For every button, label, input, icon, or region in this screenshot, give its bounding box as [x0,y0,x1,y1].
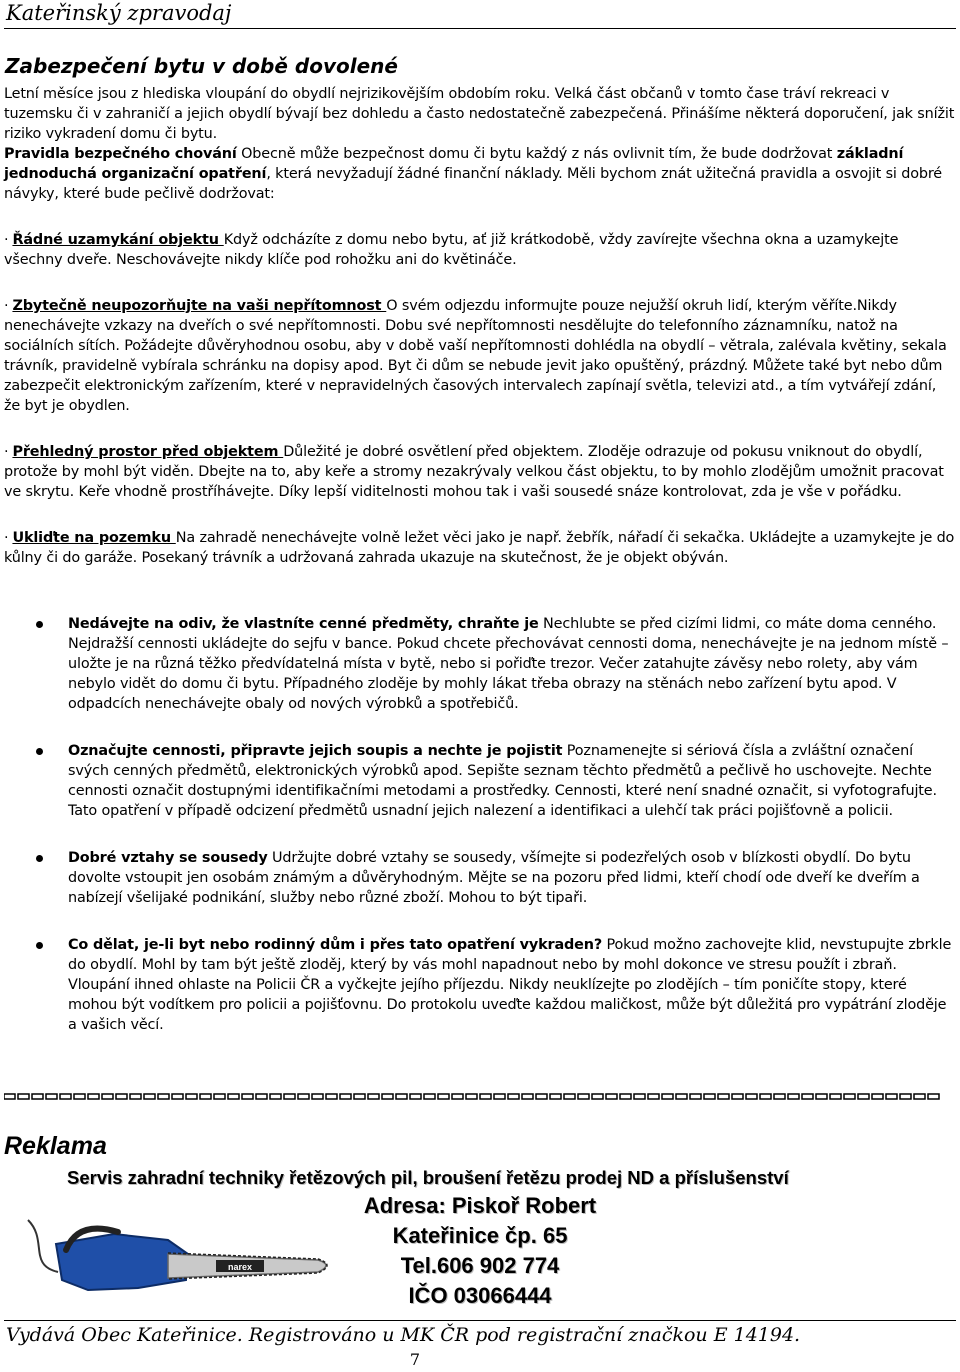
ad-street: Kateřinice čp. 65 [392,1223,568,1248]
divider-dash [172,1094,183,1099]
ad-company-id: IČO 03066444 [408,1283,552,1308]
divider-dash [774,1094,785,1099]
divider-dash [256,1094,267,1099]
divider-dash [788,1094,799,1099]
divider-dash [438,1094,449,1099]
divider-dash [816,1094,827,1099]
divider-dash [298,1094,309,1099]
ad-services: Servis zahradní techniky řetězových pil, broušení řetězu prodej ND a příslušenství [67,1167,789,1188]
section-marker: · [4,298,9,314]
list-item-text: Nechlubte se před cizími lidmi, co máte doma cenného. Nejdražší cennosti ukládejte do sejfu v bance. Pokud chcete přechovávat cennosti doma, nenechávejte je na jednom místě – uložte je na různá těžko předvídatelná místa v bytě, nebo si pořiďte trezor. Večer zatahujte závěsy nebo rolety, aby vám nebylo vidět do domu či bytu. Případného zloděje by mohly lákat třeba obrazy na stěnách nebo zařízení bytu apod. V odpadcích nenechávejte obaly od nových výrobků a spotřebičů. [68,616,949,712]
divider-dash [284,1094,295,1099]
divider-dash [718,1094,729,1099]
divider-dash [130,1094,141,1099]
article-intro-block [4,84,956,594]
intro-paragraph: Letní měsíce jsou z hlediska vloupání do obydlí nejrizikovějším obdobím roku. Velká část občanů v tomto čase tráví rekreaci v tuzemsku či v zahraničí a jejich obydlí bývají bez dohledu a často nedostatečně zabezpečená. Přinášíme některá doporučení, jak snížit riziko vykradení domu či bytu. [4,86,955,142]
divider-dash [858,1094,869,1099]
divider-dash [74,1094,85,1099]
bullet-dot-icon [36,855,43,862]
divider-dash [914,1094,925,1099]
section-text: Když odcházíte z domu nebo bytu, ať již krátkodobě, vždy zavírejte všechna okna a uzamykejte všechny dveře. Neschovávejte nikdy klíče pod rohožku ani do květináče. [4,232,899,268]
divider-dash [844,1094,855,1099]
section-text: O svém odjezdu informujte pouze nejužší okruh lidí, kterým věříte.Nikdy nenechávejte vzkazy na dveřích o své nepřítomnosti. Dobu své nepřítomnosti nesdělujte do telefonního záznamníku, natož na sociálních sítích. Požádejte důvěryhodnou osobu, aby v době vaší nepřítomnosti dohlédla na obydlí – větrala, zalévala květiny, sekala trávník, pravidelně vybírala schránku na dopisy apod. Byt či dům se nebude jevit jako opuštěný, prázdný. Můžete také byt nebo dům zabezpečit elektronickým zařízením, které v nepravidelných časových intervalech zapínají světla, televizi atd., a tím vytvářejí zdání, že byt je obydlen. [4,298,947,414]
chainsaw-image [18,1210,338,1300]
divider-dash [382,1094,393,1099]
divider-dash [424,1094,435,1099]
divider-dash [704,1094,715,1099]
newsletter-title: Kateřinský zpravodaj [6,1,232,25]
divider-dash [396,1094,407,1099]
divider-dash [18,1094,29,1099]
list-item [0,741,952,821]
divider-dash [116,1094,127,1099]
divider-dash [732,1094,743,1099]
list-item-text: Poznamenejte si sériová čísla a zvláštní označení svých cenných předmětů, elektronických výrobků apod. Sepište seznam těchto předmětů a pečlivě ho uschovejte. Nechte cennosti označit dostupnými identifikačními metodami a prostředky. Cennosti, které není snadné označit, si vyfotografujte. Tato opatření v případě odcizení předmětů usnadní jejich nalezení a identifikaci a ulehčí tak práci pojišťovně a policii. [68,743,937,819]
list-item [0,935,952,1035]
bullet-dot-icon [36,621,43,628]
divider-dash [214,1094,225,1099]
divider-dash [340,1094,351,1099]
divider-dash [830,1094,841,1099]
list-item-heading: Označujte cennosti, připravte jejich soupis a nechte je pojistit [68,743,563,759]
divider-dash [158,1094,169,1099]
page-number: 7 [409,1350,421,1369]
section-space [4,442,956,502]
saw-cable [28,1220,58,1272]
divider-dash [872,1094,883,1099]
section-heading: Zbytečně neupozorňujte na vaši nepřítomnost [12,298,387,314]
list-item-heading: Dobré vztahy se sousedy [68,850,268,866]
section-text: Na zahradě nenechávejte volně ležet věci jako je např. žebřík, nářadí či sekačka. Ukládejte a uzamykejte je do kůlny či do garáže. Posekaný trávník a udržovaná zahrada ukazuje na skutečnost, že je objekt obýván. [4,530,955,566]
divider-dash [326,1094,337,1099]
section-heading: Ukliďte na pozemku [12,530,176,546]
divider-dash [578,1094,589,1099]
divider-dash [4,1094,15,1099]
list-item [0,848,952,908]
saw-brand-text: narex [227,1262,253,1272]
divider-dash [802,1094,813,1099]
divider-dash [228,1094,239,1099]
footer-text: Vydává Obec Kateřinice. Registrováno u MK ČR pod registrační značkou E 14194. [6,1324,801,1346]
divider-dash [270,1094,281,1099]
divider-dash [676,1094,687,1099]
rules-heading-2: základní jednoduchá organizační opatření [4,146,904,182]
bullet-dot-icon [36,942,43,949]
divider-dash [564,1094,575,1099]
divider-dash [102,1094,113,1099]
ad-address: Adresa: Piskoř Robert [363,1193,597,1218]
divider-dash [536,1094,547,1099]
divider-dash [746,1094,757,1099]
divider-dash [648,1094,659,1099]
divider-dash [46,1094,57,1099]
divider-dash [886,1094,897,1099]
section-divider [4,1092,944,1102]
divider-dash [634,1094,645,1099]
ad-phone: Tel.606 902 774 [400,1253,560,1278]
section-locking [4,230,956,270]
divider-dash [760,1094,771,1099]
divider-dash [494,1094,505,1099]
divider-dash [144,1094,155,1099]
divider-dash [452,1094,463,1099]
divider-dash [620,1094,631,1099]
list-item-heading: Co dělat, je-li byt nebo rodinný dům i přes tato opatření vykraden? [68,937,603,953]
section-text: Důležité je dobré osvětlení před objektem. Zloděje odrazuje od pokusu vniknout do obydlí, protože by mohl být viděn. Dbejte na to, aby keře a stromy nezakrývaly velkou část objektu, to by mohlo zlodějům umožnit pracovat ve skrytu. Keře vhodně prostříhávejte. Díky lepší viditelnosti mohou tak i vaši sousedé snáze kontrolovat, zda je vše v pořádku. [4,444,944,500]
divider-dash [606,1094,617,1099]
divider-dash [368,1094,379,1099]
divider-dash [690,1094,701,1099]
divider-dash [662,1094,673,1099]
ad-heading: Reklama [4,1132,107,1160]
rules-paragraph [4,144,956,204]
list-item [0,614,952,714]
divider-dash [550,1094,561,1099]
divider-dash [186,1094,197,1099]
list-item-text: Udržujte dobré vztahy se sousedy, všímejte si podezřelých osob v blízkosti obydlí. Do bytu dovolte vstoupit jen osobám známým a důvěryhodným. Mějte se na pozoru před lidmi, kteří chodí ode dveří ke dveřím a nabízejí všelijaké podnikání, služby nebo různé zboží. Mohou to být tipaři. [68,850,920,906]
divider-dash [410,1094,421,1099]
divider-dash [32,1094,43,1099]
divider-dash [88,1094,99,1099]
divider-dash [592,1094,603,1099]
divider-dash [522,1094,533,1099]
rules-text-1: Obecně může bezpečnost domu či bytu každý z nás ovlivnit tím, že bude dodržovat [236,146,837,162]
divider-dash [242,1094,253,1099]
page-footer [4,1320,956,1349]
divider-dash [466,1094,477,1099]
bullet-dot-icon [36,748,43,755]
article-title: Zabezpečení bytu v době dovolené [5,54,398,78]
section-marker: · [4,232,9,248]
rules-heading: Pravidla bezpečného chování [4,146,237,162]
divider-dash [508,1094,519,1099]
divider-dash [480,1094,491,1099]
divider-dash [928,1094,939,1099]
section-marker: · [4,530,9,546]
rules-text-2: , která nevyžadují žádné finanční náklady. Měli bychom znát užitečná pravidla a osvojit si dobré návyky, které bude pečlivě dodržovat: [4,166,942,202]
divider-dash [900,1094,911,1099]
divider-dash [354,1094,365,1099]
divider-dash [200,1094,211,1099]
divider-dash [60,1094,71,1099]
page-header [4,0,956,29]
section-garden [4,528,956,568]
divider-dash [312,1094,323,1099]
list-item-heading: Nedávejte na odiv, že vlastníte cenné předměty, chraňte je [68,616,539,632]
bullet-list [0,614,960,1062]
section-heading: Přehledný prostor před objektem [12,444,284,460]
section-heading: Řádné uzamykání objektu [12,232,224,248]
section-absence [4,296,956,416]
section-marker: · [4,444,9,460]
list-item-text: Pokud možno zachovejte klid, nevstupujte zbrkle do obydlí. Mohl by tam být ještě zloděj, který by vás mohl napadnout nebo by mohl dokonce ve stresu použít i zbraň. Vloupání ihned ohlaste na Policii ČR a vyčkejte jejího příjezdu. Nikdy neuklízejte po zlodějích – tím poničíte stopy, které mohou být vodítkem pro policii a pojišťovnu. Do protokolu uveďte každou maličkost, může být důležitá pro vypátrání zloděje a vašich věcí. [68,937,952,1033]
